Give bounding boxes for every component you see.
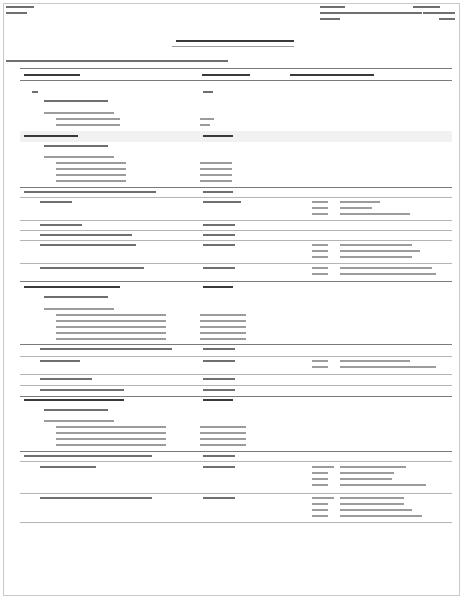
row-separator <box>20 374 452 375</box>
row-separator <box>20 344 452 345</box>
row-separator <box>20 281 452 282</box>
page-border <box>3 3 460 596</box>
table-bottom-rule <box>20 522 452 523</box>
row-band <box>20 131 452 142</box>
row-separator <box>20 240 452 241</box>
row-separator <box>20 451 452 452</box>
row-separator <box>20 230 452 231</box>
row-separator <box>20 187 452 188</box>
row-separator <box>20 263 452 264</box>
table-header-rule <box>20 80 452 81</box>
row-separator <box>20 356 452 357</box>
row-separator <box>20 197 452 198</box>
table-top-rule <box>20 68 452 69</box>
row-separator <box>20 396 452 397</box>
row-separator <box>20 385 452 386</box>
row-separator <box>20 461 452 462</box>
row-separator <box>20 220 452 221</box>
row-separator <box>20 493 452 494</box>
